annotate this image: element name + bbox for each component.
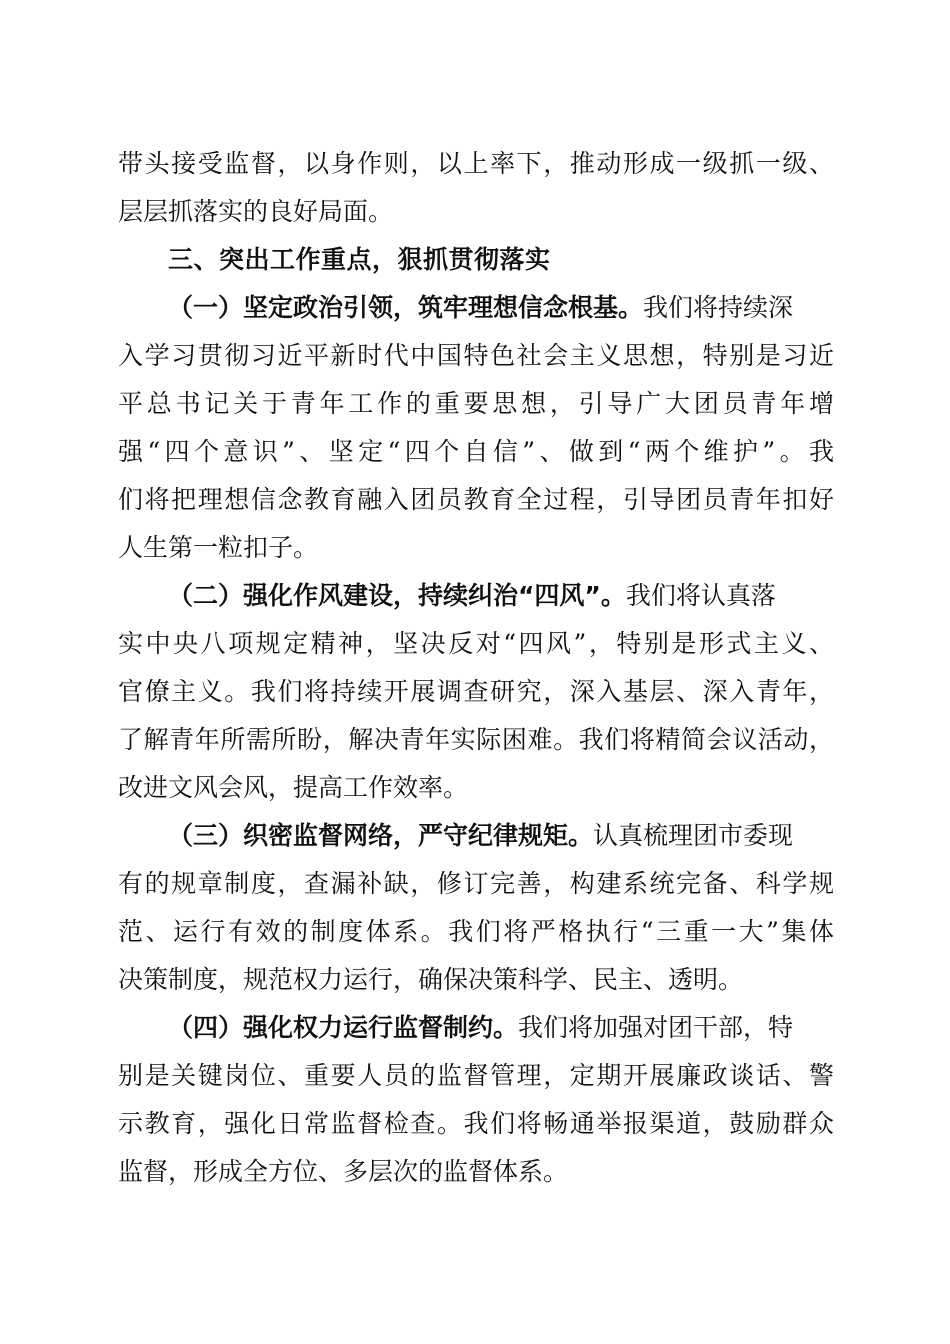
item-text: 我们将持续深	[643, 293, 794, 322]
text-line: 层层抓落实的良好局面。	[118, 197, 394, 226]
text-line: 官僚主义。我们将持续开展调查研究，深入基层、深入青年，	[118, 677, 834, 706]
item-paragraph-1	[118, 284, 834, 572]
item-text: 认真梳理团市委现	[593, 821, 794, 850]
text-line: 们将把理想信念教育融入团员教育全过程，引导团员青年扣好	[118, 485, 834, 514]
text-line: 决策制度，规范权力运行，确保决策科学、民主、透明。	[118, 965, 744, 994]
item-lead: （四）强化权力运行监督制约。	[168, 1013, 519, 1042]
text-line: 带头接受监督，以身作则，以上率下，推动形成一级抓一级、	[118, 149, 834, 178]
item-text: 我们将认真落	[625, 581, 776, 610]
item-lead: （二）强化作风建设，持续纠治“四风”。	[168, 581, 626, 610]
text-line: 改进文风会风，提高工作效率。	[118, 773, 469, 802]
item-lead: （一）坚定政治引领，筑牢理想信念根基。	[168, 293, 644, 322]
text-line: 示教育，强化日常监督检查。我们将畅通举报渠道，鼓励群众	[118, 1109, 834, 1138]
item-paragraph-3	[118, 812, 834, 1004]
item-text: 我们将加强对团干部，特	[518, 1013, 794, 1042]
text-line	[118, 812, 834, 860]
text-line	[118, 284, 834, 332]
text-line	[118, 1004, 834, 1052]
text-line: 人生第一粒扣子。	[118, 533, 319, 562]
section-heading: 三、突出工作重点，狠抓贯彻落实	[168, 245, 551, 274]
text-line: 入学习贯彻习近平新时代中国特色社会主义思想，特别是习近	[118, 341, 834, 370]
text-line: 有的规章制度，查漏补缺，修订完善，构建系统完备、科学规	[118, 869, 834, 898]
text-line: 实中央八项规定精神，坚决反对“四风”，特别是形式主义、	[118, 629, 834, 658]
text-line: 强“四个意识”、坚定“四个自信”、做到“两个维护”。我	[118, 437, 834, 466]
item-lead: （三）织密监督网络，严守纪律规矩。	[168, 821, 594, 850]
text-line: 别是关键岗位、重要人员的监督管理，定期开展廉政谈话、警	[118, 1061, 834, 1090]
continuation-paragraph	[118, 140, 834, 236]
document-body	[118, 140, 834, 1196]
item-paragraph-4	[118, 1004, 834, 1196]
text-line: 了解青年所需所盼，解决青年实际困难。我们将精简会议活动，	[118, 725, 834, 754]
text-line: 监督，形成全方位、多层次的监督体系。	[118, 1157, 569, 1186]
text-line: 范、运行有效的制度体系。我们将严格执行“三重一大”集体	[118, 917, 834, 946]
text-line	[118, 572, 834, 620]
text-line: 平总书记关于青年工作的重要思想，引导广大团员青年增	[118, 389, 834, 418]
item-paragraph-2	[118, 572, 834, 812]
